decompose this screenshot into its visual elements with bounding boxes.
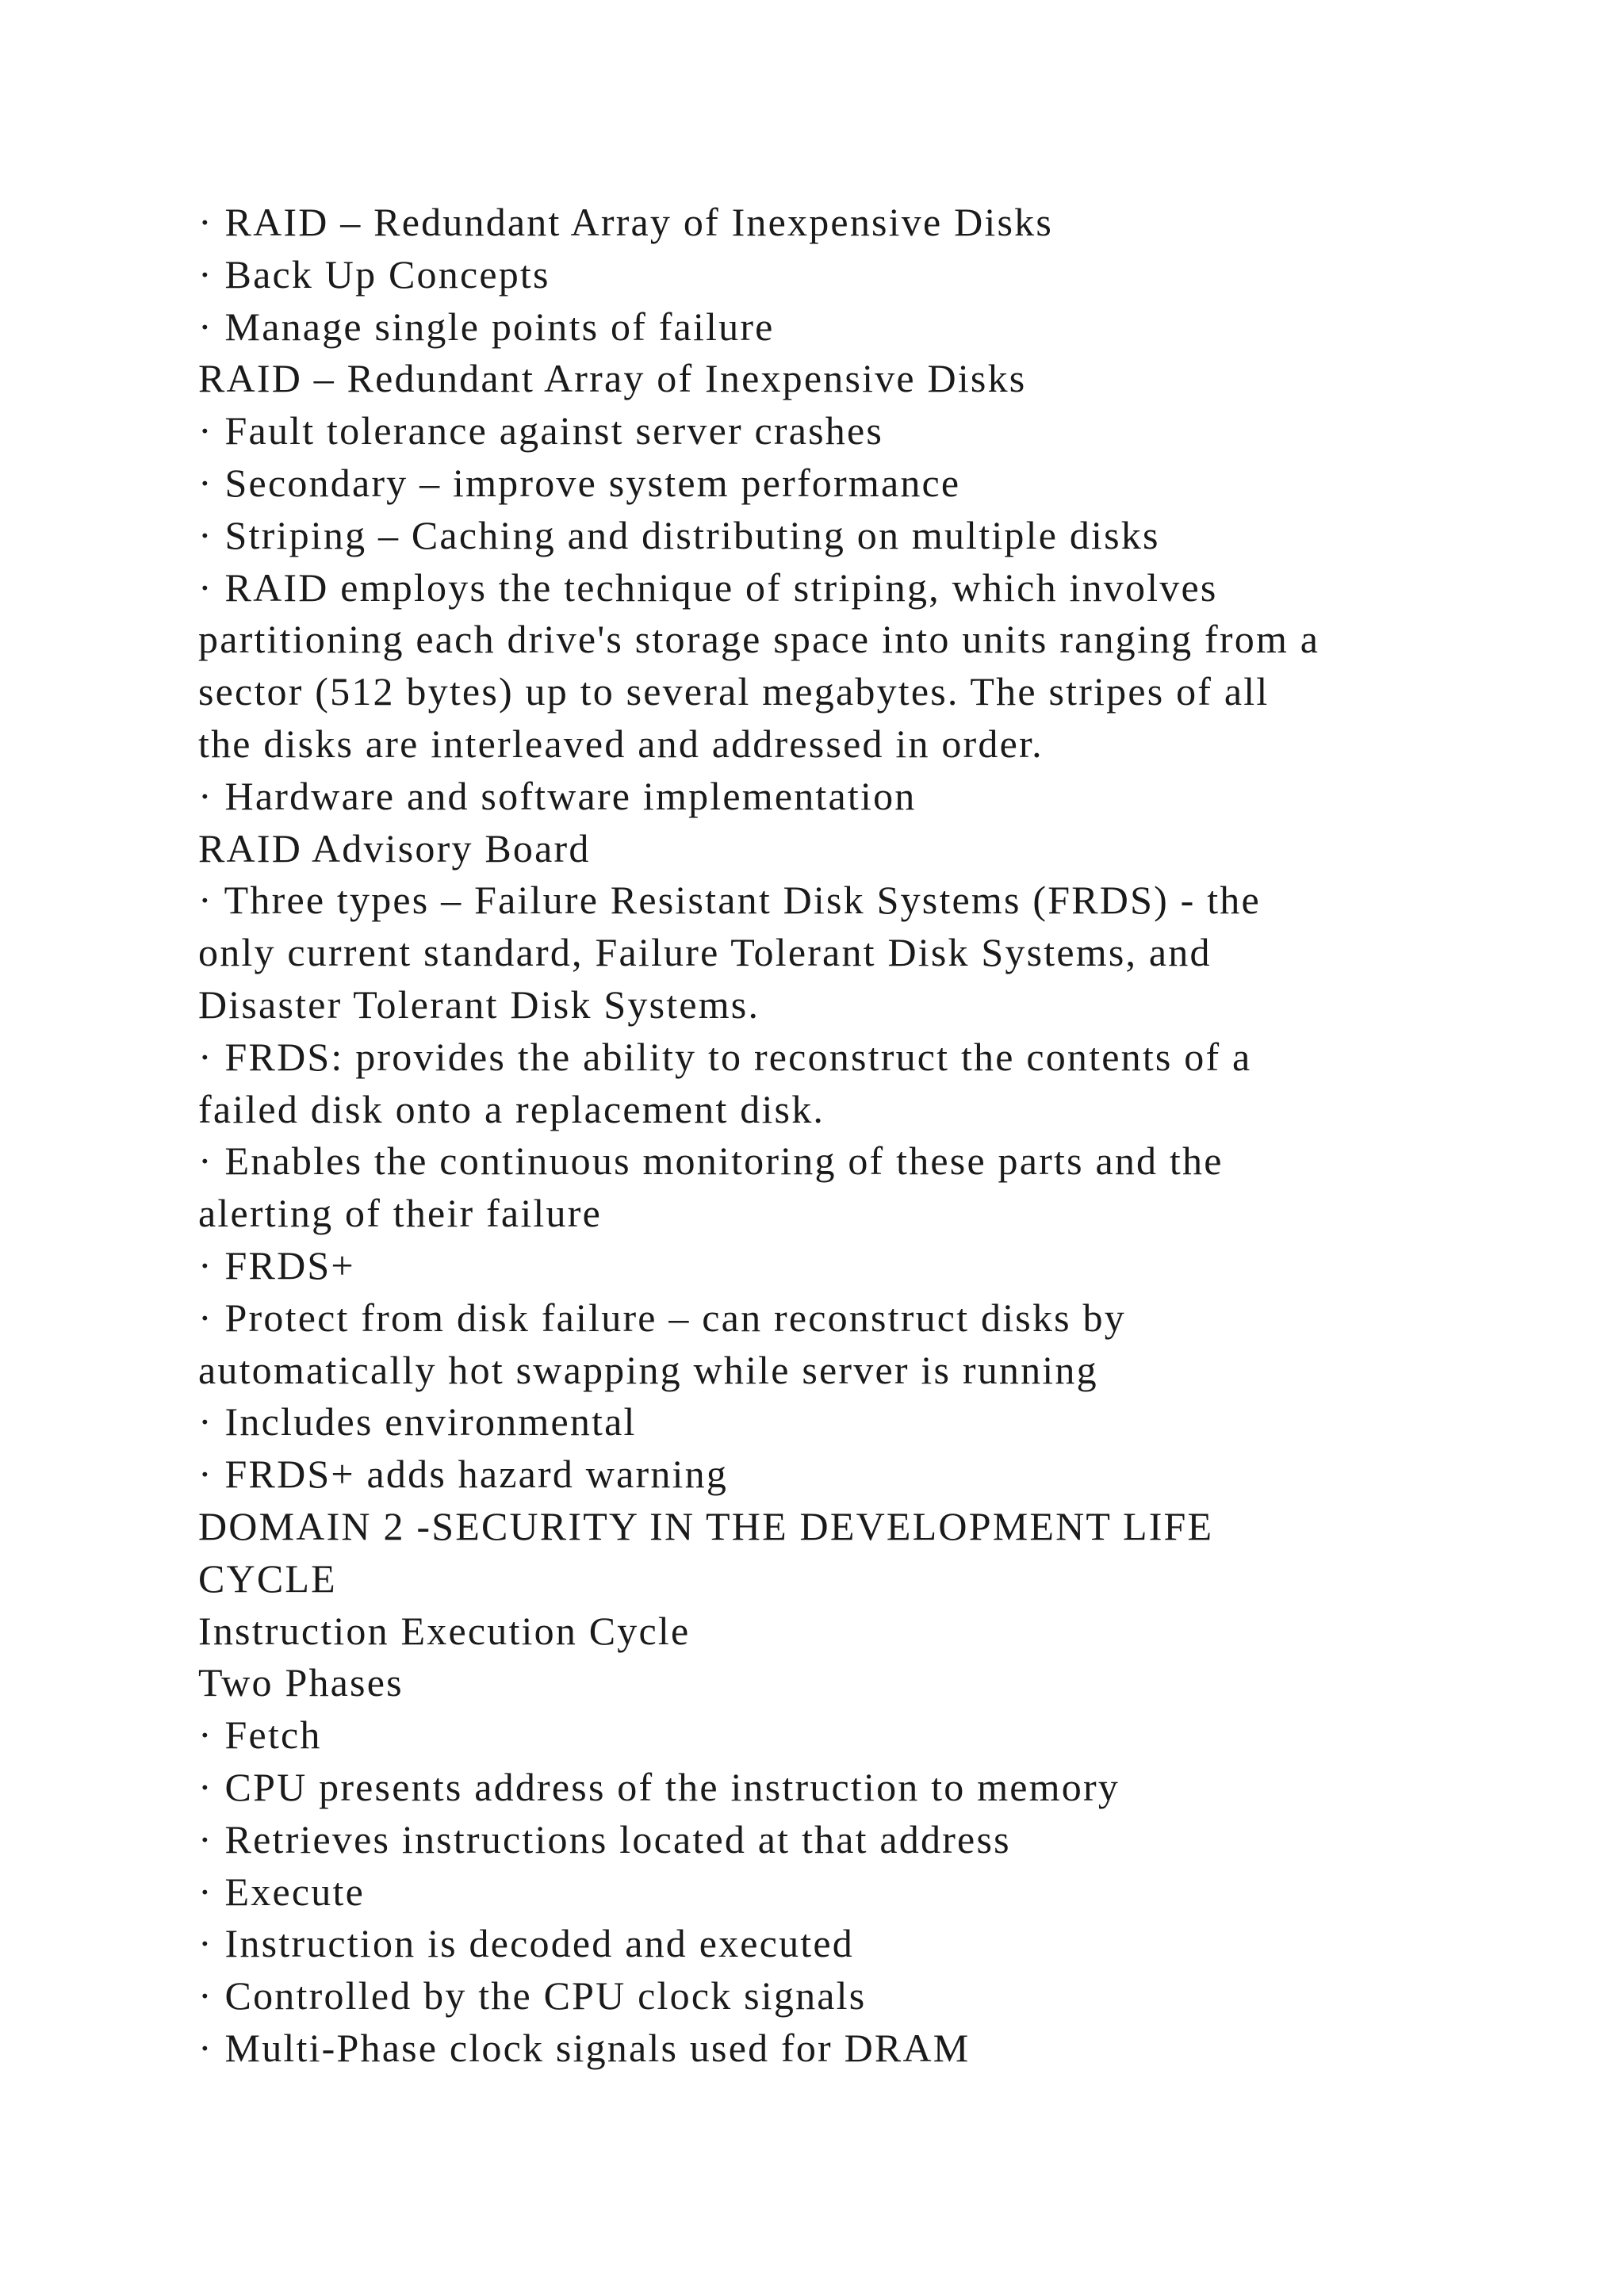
text-line-bullet: · Protect from disk failure – can reconstruct disks by: [198, 1295, 1126, 1340]
text-line-bullet: · Enables the continuous monitoring of these parts and the: [198, 1138, 1224, 1184]
text-line-continuation: the disks are interleaved and addressed in order.: [198, 721, 1044, 766]
text-line-continuation: sector (512 bytes) up to several megabytes. The stripes of all: [198, 669, 1270, 714]
text-line-continuation: failed disk onto a replacement disk.: [198, 1086, 825, 1131]
section-heading-instruction-execution-cycle: Instruction Execution Cycle: [198, 1608, 691, 1653]
text-line-bullet: · Three types – Failure Resistant Disk Systems (FRDS) - the: [198, 878, 1261, 923]
section-heading-domain-2: DOMAIN 2 -SECURITY IN THE DEVELOPMENT LIFE: [198, 1503, 1214, 1548]
text-line-bullet: · RAID – Redundant Array of Inexpensive Disks: [198, 200, 1053, 244]
text-line-bullet: · FRDS: provides the ability to reconstruct the contents of a: [198, 1034, 1252, 1079]
text-line-bullet: · Back Up Concepts: [198, 251, 550, 297]
text-line-bullet: · Secondary – improve system performance: [198, 460, 961, 505]
text-line-continuation: alerting of their failure: [198, 1191, 602, 1236]
section-heading-raid-advisory-board: RAID Advisory Board: [198, 825, 591, 871]
text-line-bullet: · Instruction is decoded and executed: [198, 1921, 854, 1966]
text-line-bullet: · Fetch: [198, 1712, 322, 1758]
text-line-continuation: partitioning each drive's storage space into units ranging from a: [198, 617, 1320, 662]
text-line-bullet: · Execute: [198, 1869, 365, 1914]
document-text: [198, 197, 1467, 2075]
text-line-continuation: automatically hot swapping while server is running: [198, 1347, 1098, 1392]
text-line-bullet: · Manage single points of failure: [198, 304, 775, 349]
text-line-bullet: · Fault tolerance against server crashes: [198, 408, 884, 453]
text-line-continuation: Disaster Tolerant Disk Systems.: [198, 982, 760, 1027]
text-line-bullet: · Retrieves instructions located at that address: [198, 1816, 1011, 1862]
text-line-bullet: · Includes environmental: [198, 1399, 637, 1445]
text-line-bullet: · FRDS+ adds hazard warning: [198, 1452, 729, 1497]
text-line-bullet: · RAID employs the technique of striping, which involves: [198, 564, 1218, 610]
text-line-bullet: · Controlled by the CPU clock signals: [198, 1973, 867, 2019]
text-line-bullet: · CPU presents address of the instruction to memory: [198, 1764, 1120, 1809]
text-line-bullet: · Hardware and software implementation: [198, 773, 917, 818]
text-line-continuation: only current standard, Failure Tolerant Disk Systems, and: [198, 930, 1212, 975]
section-heading-domain-2-continuation: CYCLE: [198, 1556, 337, 1601]
text-line-bullet: · Multi-Phase clock signals used for DRAM: [198, 2025, 971, 2070]
text-line-bullet: · Striping – Caching and distributing on multiple disks: [198, 512, 1160, 557]
subheading-two-phases: Two Phases: [198, 1660, 404, 1705]
section-heading-raid: RAID – Redundant Array of Inexpensive Disks: [198, 356, 1027, 401]
text-line-bullet: · FRDS+: [198, 1242, 355, 1288]
